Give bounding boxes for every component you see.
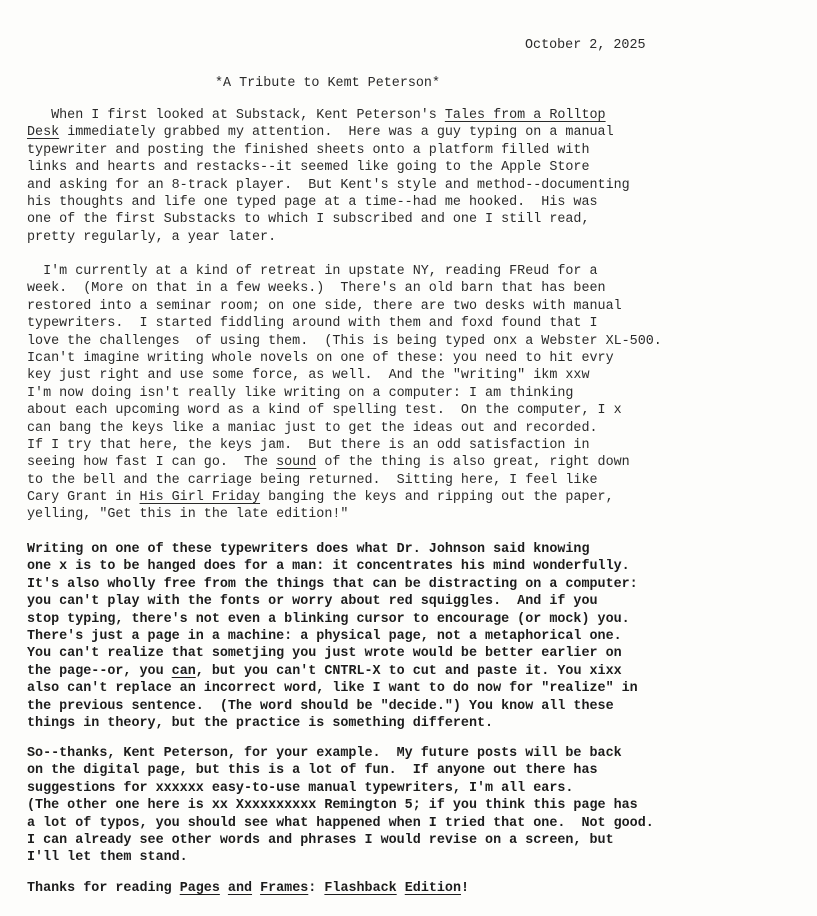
paragraph-3	[27, 541, 817, 732]
text-run: !	[461, 881, 470, 896]
text-line	[27, 177, 817, 194]
text-run: can bang the keys like a maniac just to get the ideas out and recorded.	[27, 420, 598, 436]
text-line	[27, 832, 817, 849]
text-line	[27, 315, 817, 332]
text-line	[27, 880, 817, 897]
text-line	[27, 698, 817, 715]
underlined-text: His Girl Friday	[139, 490, 261, 506]
text-run: links and hearts and restacks--it seemed like going to the Apple Store	[27, 160, 590, 176]
page-title: *A Tribute to Kemt Peterson*	[215, 76, 440, 91]
text-run: Cary Grant in	[27, 490, 140, 506]
text-line	[27, 611, 817, 628]
text-run: the page--or, you	[27, 663, 172, 679]
text-run: one x is to be hanged does for a man: it concentrates his mind wonderfully.	[27, 559, 630, 575]
text-run: (The other one here is xx Xxxxxxxxxx Remington 5; if you think this page has	[27, 798, 638, 814]
text-line	[27, 350, 817, 367]
text-run: to the bell and the carriage being returned. Sitting here, I feel like	[27, 472, 598, 488]
underlined-text: Tales from a Rolltop	[444, 108, 606, 123]
underlined-text: Pages	[179, 881, 220, 896]
underlined-text: Edition	[404, 881, 461, 896]
text-line	[27, 437, 817, 454]
page-date: October 2, 2025	[525, 38, 646, 53]
text-line	[27, 663, 817, 680]
underlined-text: Desk	[27, 125, 60, 141]
text-run: stop typing, there's not even a blinking cursor to encourage (or mock) you.	[27, 611, 630, 627]
text-line	[27, 194, 817, 211]
text-line	[27, 472, 817, 489]
paragraph-5	[27, 880, 817, 897]
text-line	[27, 159, 817, 176]
text-line	[27, 680, 817, 697]
text-line	[27, 849, 817, 866]
underlined-text: Flashback	[324, 881, 397, 896]
text-line	[27, 645, 817, 662]
text-line	[27, 402, 817, 419]
text-run	[252, 881, 260, 896]
text-run: love the challenges of using them. (This is being typed onx a Webster XL-500.	[27, 333, 662, 349]
text-line	[27, 576, 817, 593]
text-run: immediately grabbed my attention. Here was a guy typing on a manual	[59, 125, 614, 141]
text-run: typewriters. I started fiddling around with them and foxd found that I	[27, 316, 598, 332]
text-run: Ican't imagine writing whole novels on one of these: you need to hit evry	[27, 350, 614, 366]
text-run: Thanks for reading	[27, 881, 180, 896]
text-run: of the thing is also great, right down	[316, 455, 630, 471]
text-run: :	[308, 881, 325, 896]
text-line	[27, 745, 817, 762]
text-line	[27, 367, 817, 384]
text-line	[27, 593, 817, 610]
text-run: I'm currently at a kind of retreat in upstate NY, reading FReud for a	[27, 264, 598, 279]
text-run: I can already see other words and phrases I would revise on a screen, but	[27, 832, 614, 848]
text-line	[27, 385, 817, 402]
text-run: one of the first Substacks to which I subscribed and one I still read,	[27, 212, 590, 228]
text-run: , but you can't CNTRL-X to cut and paste it. You xixx	[195, 663, 622, 679]
text-run: you can't play with the fonts or worry about red squiggles. And if you	[27, 594, 598, 610]
text-line	[27, 506, 817, 523]
text-run: If I try that here, the keys jam. But there is an odd satisfaction in	[27, 437, 590, 453]
text-run: I'll let them stand.	[27, 850, 188, 866]
text-line	[27, 780, 817, 797]
text-run: I'm now doing isn't really like writing on a computer: I am thinking	[27, 385, 574, 401]
text-line	[27, 280, 817, 297]
text-line	[27, 298, 817, 315]
text-run: the previous sentence. (The word should be "decide.") You know all these	[27, 698, 614, 714]
text-run	[220, 881, 228, 896]
text-run: When I first looked at Substack, Kent Peterson's	[27, 108, 445, 123]
text-run: about each upcoming word as a kind of spelling test. On the computer, I x	[27, 403, 622, 419]
text-run: It's also wholly free from the things that can be distracting on a computer:	[27, 576, 638, 592]
text-run: Writing on one of these typewriters does what Dr. Johnson said knowing	[27, 542, 590, 557]
text-run: suggestions for xxxxxx easy-to-use manual typewriters, I'm all ears.	[27, 780, 574, 796]
text-run: his thoughts and life one typed page at a time--had me hooked. His was	[27, 194, 598, 210]
text-line	[27, 762, 817, 779]
text-run: on the digital page, but this is a lot of fun. If anyone out there has	[27, 763, 598, 779]
text-line	[27, 558, 817, 575]
text-line	[27, 454, 817, 471]
text-run: a lot of typos, you should see what happened when I tried that one. Not good.	[27, 815, 654, 831]
text-line	[27, 229, 817, 246]
text-line	[27, 333, 817, 350]
underlined-text: sound	[276, 455, 317, 471]
text-run: typewriter and posting the finished sheets onto a platform filled with	[27, 142, 590, 158]
underlined-text: Frames	[260, 881, 309, 896]
underlined-text: can	[171, 663, 196, 679]
text-line	[27, 124, 817, 141]
text-run: There's just a page in a machine: a physical page, not a metaphorical one.	[27, 628, 622, 644]
text-run: restored into a seminar room; on one side, there are two desks with manual	[27, 298, 622, 314]
text-line	[27, 715, 817, 732]
text-line	[27, 815, 817, 832]
underlined-text: and	[227, 881, 253, 896]
text-line	[27, 107, 817, 124]
text-line	[27, 211, 817, 228]
text-line	[27, 142, 817, 159]
paragraph-1	[27, 107, 817, 246]
text-run: things in theory, but the practice is something different.	[27, 715, 494, 731]
paragraph-2	[27, 263, 817, 524]
text-run: yelling, "Get this in the late edition!"	[27, 507, 349, 523]
text-run: banging the keys and ripping out the paper,	[260, 490, 614, 506]
text-run: You can't realize that sometjing you just wrote would be better earlier on	[27, 646, 622, 662]
text-run: pretty regularly, a year later.	[27, 229, 277, 245]
text-run: also can't replace an incorrect word, like I want to do now for "realize" in	[27, 681, 638, 697]
text-run: So--thanks, Kent Peterson, for your example. My future posts will be back	[27, 746, 622, 761]
text-line	[27, 420, 817, 437]
text-run: and asking for an 8-track player. But Kent's style and method--documenting	[27, 177, 630, 193]
text-run	[397, 881, 405, 896]
text-line	[27, 489, 817, 506]
text-line	[27, 797, 817, 814]
text-run: seeing how fast I can go. The	[27, 455, 277, 471]
text-line	[27, 628, 817, 645]
text-run: key just right and use some force, as well. And the "writing" ikm xxw	[27, 368, 590, 384]
text-line	[27, 263, 817, 280]
text-line	[27, 541, 817, 558]
paragraph-4	[27, 745, 817, 867]
text-run: week. (More on that in a few weeks.) There's an old barn that has been	[27, 281, 606, 297]
